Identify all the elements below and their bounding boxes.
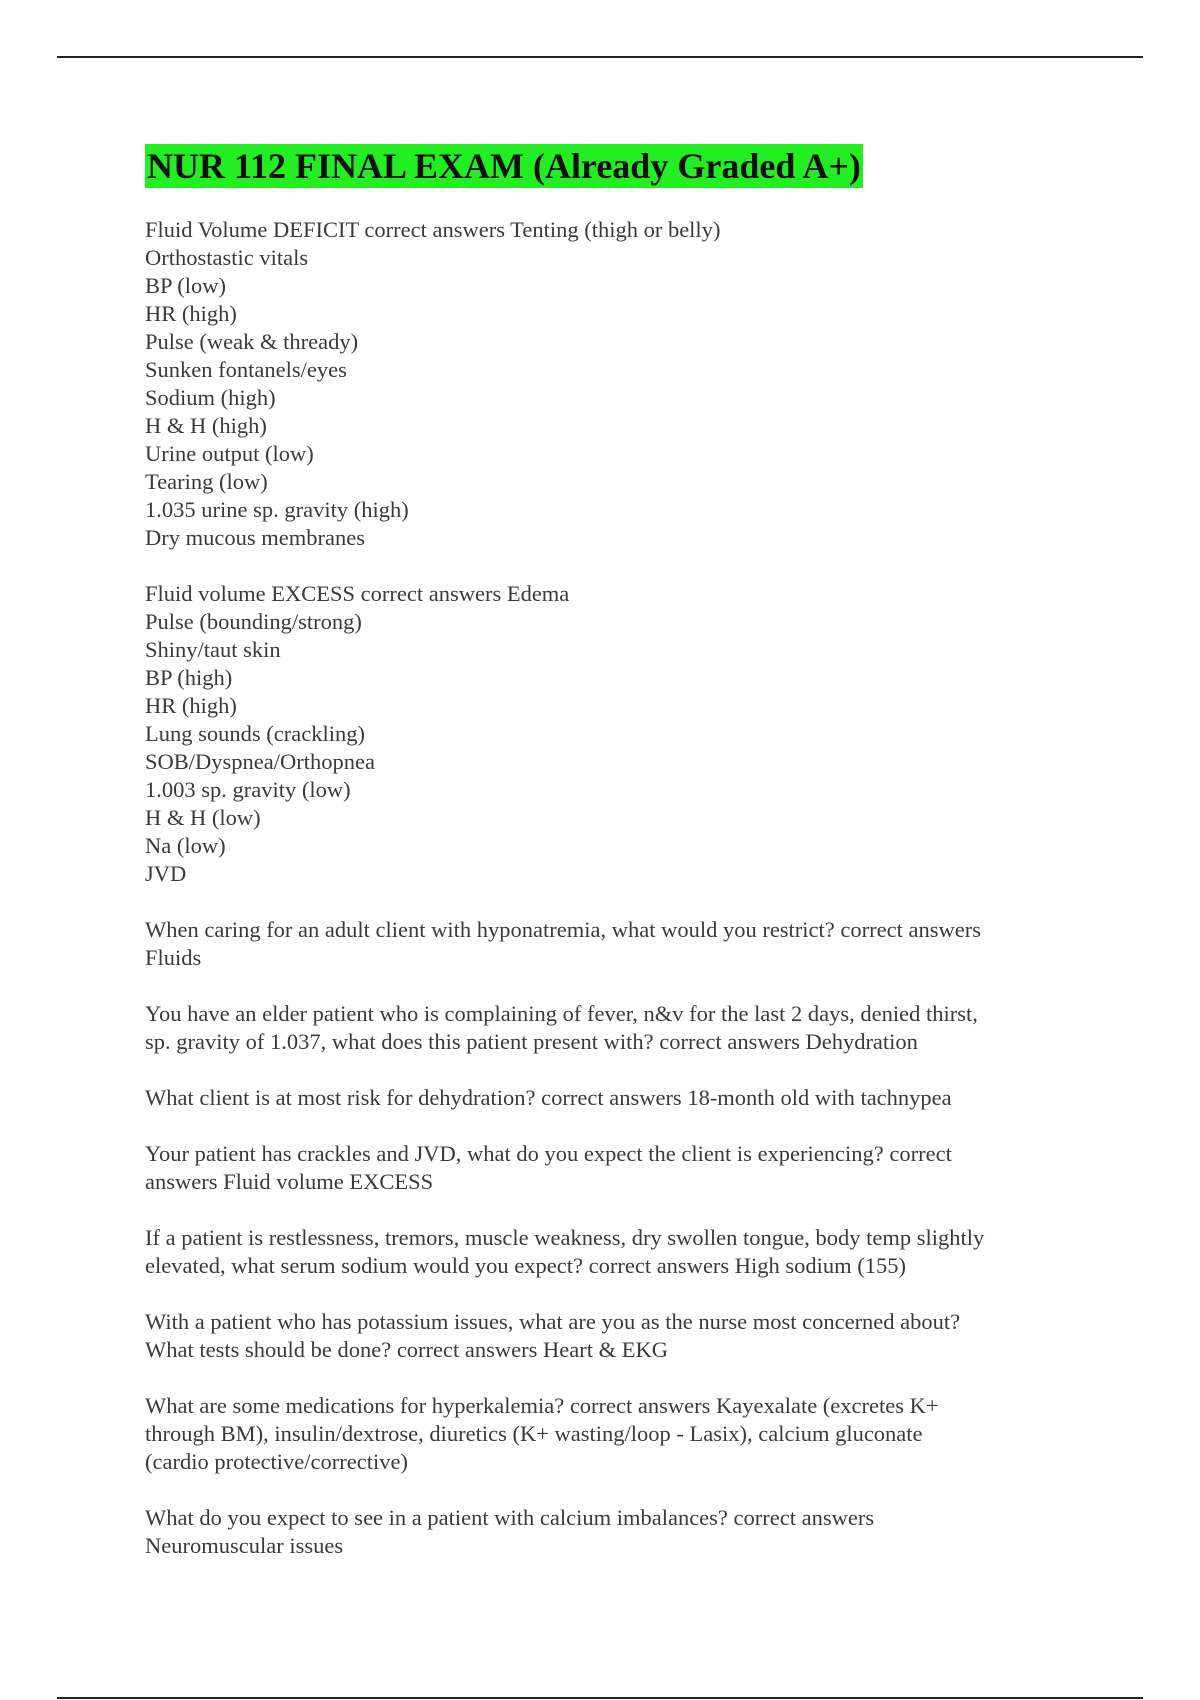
excess-line: Fluid volume EXCESS correct answers Edema [145, 581, 570, 606]
qa-item [145, 916, 1065, 972]
deficit-line: Tearing (low) [145, 469, 268, 494]
excess-line: Na (low) [145, 833, 226, 858]
qa-line: When caring for an adult client with hyponatremia, what would you restrict? correct answers [145, 917, 981, 942]
deficit-line: Orthostastic vitals [145, 245, 309, 270]
excess-line: 1.003 sp. gravity (low) [145, 777, 351, 802]
deficit-line: Sunken fontanels/eyes [145, 357, 347, 382]
deficit-line: BP (low) [145, 273, 227, 298]
qa-line: What client is at most risk for dehydration? correct answers 18-month old with tachnypea [145, 1085, 952, 1110]
qa-line: sp. gravity of 1.037, what does this patient present with? correct answers Dehydration [145, 1029, 918, 1054]
qa-line: What are some medications for hyperkalemia? correct answers Kayexalate (excretes K+ [145, 1393, 939, 1418]
qa-item [145, 1140, 1065, 1196]
qa-line: elevated, what serum sodium would you expect? correct answers High sodium (155) [145, 1253, 907, 1278]
deficit-line: Pulse (weak & thready) [145, 329, 359, 354]
qa-item [145, 1224, 1065, 1280]
qa-line: What tests should be done? correct answers Heart & EKG [145, 1337, 668, 1362]
deficit-line: HR (high) [145, 301, 237, 326]
excess-line: Lung sounds (crackling) [145, 721, 365, 746]
qa-line: With a patient who has potassium issues, what are you as the nurse most concerned about? [145, 1309, 961, 1334]
deficit-line: Fluid Volume DEFICIT correct answers Tenting (thigh or belly) [145, 217, 721, 242]
deficit-line: Urine output (low) [145, 441, 314, 466]
qa-line: answers Fluid volume EXCESS [145, 1169, 434, 1194]
excess-line: Shiny/taut skin [145, 637, 281, 662]
qa-line: Your patient has crackles and JVD, what do you expect the client is experiencing? correct [145, 1141, 952, 1166]
document-title: NUR 112 FINAL EXAM (Already Graded A+) [147, 146, 861, 186]
excess-block [145, 580, 1075, 888]
qa-item [145, 1392, 1065, 1476]
deficit-line: H & H (high) [145, 413, 267, 438]
qa-line: (cardio protective/corrective) [145, 1449, 408, 1474]
qa-line: You have an elder patient who is complaining of fever, n&v for the last 2 days, denied thirst, [145, 1001, 978, 1026]
excess-line: HR (high) [145, 693, 237, 718]
excess-line: SOB/Dyspnea/Orthopnea [145, 749, 375, 774]
deficit-block [145, 216, 1075, 552]
excess-line: H & H (low) [145, 805, 261, 830]
qa-item [145, 1084, 1065, 1112]
qa-item [145, 1000, 1065, 1056]
deficit-line: Sodium (high) [145, 385, 276, 410]
qa-item [145, 1308, 1065, 1364]
deficit-line: Dry mucous membranes [145, 525, 365, 550]
excess-line: Pulse (bounding/strong) [145, 609, 362, 634]
deficit-line: 1.035 urine sp. gravity (high) [145, 497, 409, 522]
qa-line: Neuromuscular issues [145, 1533, 344, 1558]
excess-line: JVD [145, 861, 187, 886]
qa-line: through BM), insulin/dextrose, diuretics (K+ wasting/loop - Lasix), calcium gluconate [145, 1421, 923, 1446]
qa-line: If a patient is restlessness, tremors, muscle weakness, dry swollen tongue, body temp slightly [145, 1225, 985, 1250]
document-page [145, 144, 1075, 1560]
qa-line: What do you expect to see in a patient with calcium imbalances? correct answers [145, 1505, 875, 1530]
top-rule [57, 56, 1143, 58]
bottom-rule [57, 1697, 1143, 1699]
excess-line: BP (high) [145, 665, 233, 690]
qa-line: Fluids [145, 945, 202, 970]
qa-item [145, 1504, 1065, 1560]
